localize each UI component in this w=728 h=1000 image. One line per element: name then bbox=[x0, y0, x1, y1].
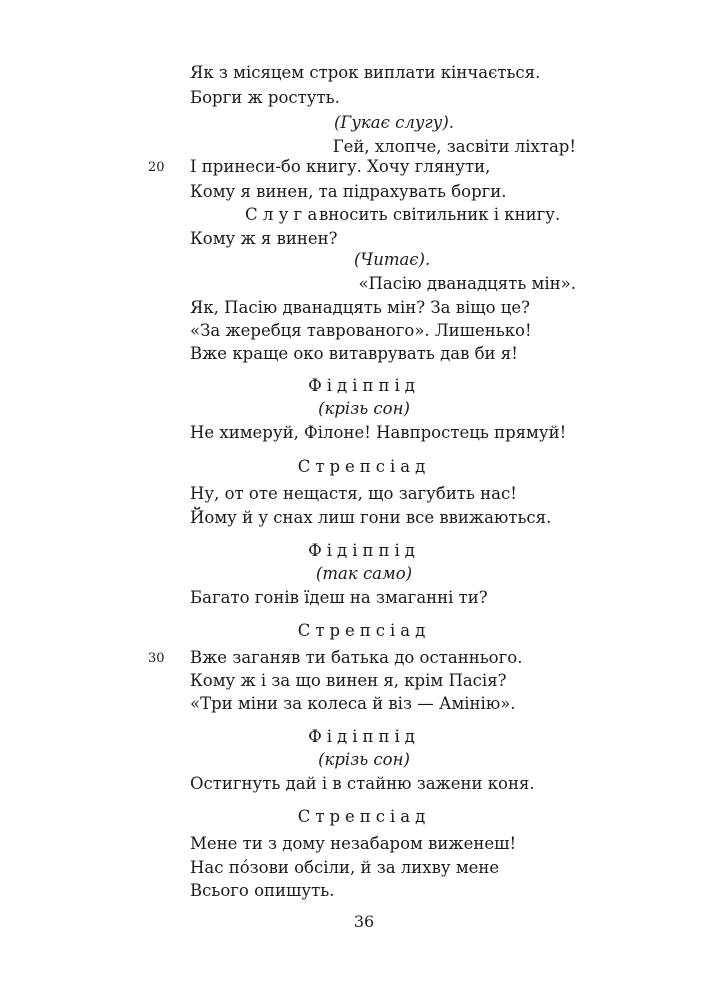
verse-line: Ну, от оте нещастя, що загубить нас! bbox=[190, 484, 517, 503]
verse-line: Не химеруй, Філоне! Навпростець прямуй! bbox=[190, 423, 567, 442]
speaker-name: Стрепсіад bbox=[297, 807, 431, 826]
line-number: 30 bbox=[148, 651, 165, 666]
speaker-name: Фідіппід bbox=[308, 376, 420, 395]
verse-line: Вже заганяв ти батька до останнього. bbox=[190, 648, 523, 667]
verse-line: Кому ж і за що винен я, крім Пасія? bbox=[190, 671, 507, 690]
stage-direction: (Читає). bbox=[354, 250, 431, 269]
line-number: 20 bbox=[148, 160, 165, 175]
verse-line: Кому ж я винен? bbox=[190, 229, 338, 248]
stage-direction: (Гукає слугу). bbox=[334, 113, 455, 132]
verse-line: Вже краще око витаврувать дав би я! bbox=[190, 344, 518, 363]
verse-line: Борги ж ростуть. bbox=[190, 88, 340, 107]
verse-line: Кому я винен, та підрахувать борги. bbox=[190, 182, 507, 201]
verse-line: «За жеребця таврованого». Лишенько! bbox=[190, 321, 532, 340]
speaker-name: Фідіппід bbox=[308, 727, 420, 746]
page-number: 36 bbox=[353, 912, 375, 931]
verse-line: Як, Пасію дванадцять мін? За віщо це? bbox=[190, 298, 531, 317]
stage-direction: (крізь сон) bbox=[318, 750, 410, 769]
verse-line: Багато гонів їдеш на змаганні ти? bbox=[190, 588, 488, 607]
speaker-name: Стрепсіад bbox=[297, 457, 431, 476]
speaker-name: Стрепсіад bbox=[297, 621, 431, 640]
verse-line: І принеси-бо книгу. Хочу глянути, bbox=[190, 157, 491, 176]
verse-line: Мене ти з дому незабаром виженеш! bbox=[190, 834, 517, 853]
verse-line: Як з місяцем строк виплати кінчається. bbox=[190, 63, 541, 82]
verse-line: «Три міни за колеса й віз — Амінію». bbox=[190, 694, 516, 713]
verse-line: Остигнуть дай і в стайню зажени коня. bbox=[190, 774, 535, 793]
verse-line: «Пасію дванадцять мін». bbox=[358, 274, 576, 293]
verse-line: Всього опишуть. bbox=[190, 881, 335, 900]
verse-line: Нас пóзови обсіли, й за лихву мене bbox=[190, 858, 500, 877]
stage-direction: (так само) bbox=[315, 564, 413, 583]
stage-direction: вносить світильник і книгу. bbox=[319, 205, 561, 224]
verse-line: Гей, хлопче, засвіти ліхтар! bbox=[332, 137, 576, 156]
speaker-name: Фідіппід bbox=[308, 541, 420, 560]
verse-line: Йому й у снах лиш гони все ввижаються. bbox=[190, 508, 552, 527]
stage-direction-speaker: С л у г а bbox=[245, 205, 318, 224]
stage-direction: (крізь сон) bbox=[318, 399, 410, 418]
